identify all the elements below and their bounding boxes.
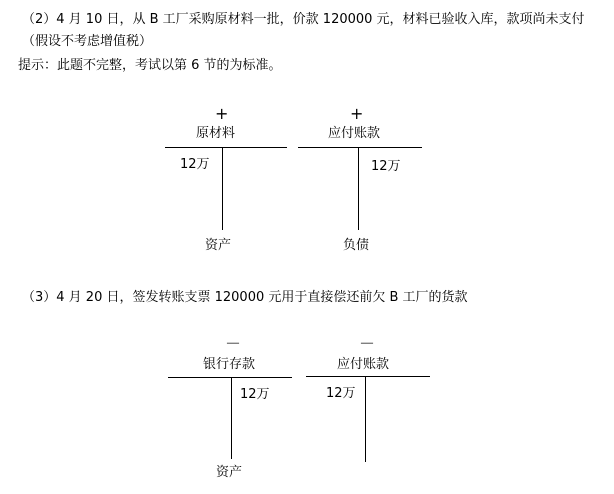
t-account-divider bbox=[365, 376, 366, 462]
increase-sign: + bbox=[215, 104, 229, 123]
increase-sign: + bbox=[350, 104, 364, 123]
problem3-statement: （3）4 月 20 日，签发转账支票 120000 元用于直接偿还前欠 B 工厂的货款 bbox=[22, 290, 468, 305]
account-category: 资产 bbox=[216, 465, 243, 480]
account-category: 负债 bbox=[343, 238, 370, 253]
decrease-sign: － bbox=[359, 334, 376, 353]
debit-entry: 12万 bbox=[326, 386, 356, 401]
t-account-divider bbox=[231, 377, 232, 459]
credit-entry: 12万 bbox=[240, 387, 270, 402]
decrease-sign: － bbox=[225, 334, 242, 353]
t-account-top-line bbox=[168, 377, 292, 378]
t-account-divider bbox=[358, 147, 359, 230]
problem2-statement-line1: （2）4 月 10 日，从 B 工厂采购原材料一批，价款 120000 元，材料已验收入库，款项尚未支付 bbox=[22, 12, 585, 27]
t-account-top-line bbox=[165, 147, 287, 148]
account-title: 应付账款 bbox=[337, 357, 390, 372]
credit-entry: 12万 bbox=[371, 159, 401, 174]
account-title: 原材料 bbox=[196, 126, 236, 141]
debit-entry: 12万 bbox=[180, 157, 210, 172]
account-title: 银行存款 bbox=[203, 357, 256, 372]
t-account-top-line bbox=[298, 147, 422, 148]
hint-text: 提示：此题不完整，考试以第 6 节的为标准。 bbox=[18, 58, 282, 73]
problem2-statement-line2: （假设不考虑增值税） bbox=[22, 34, 153, 49]
account-category: 资产 bbox=[205, 238, 232, 253]
t-account-divider bbox=[222, 147, 223, 230]
account-title: 应付账款 bbox=[328, 126, 381, 141]
t-account-top-line bbox=[306, 376, 430, 377]
